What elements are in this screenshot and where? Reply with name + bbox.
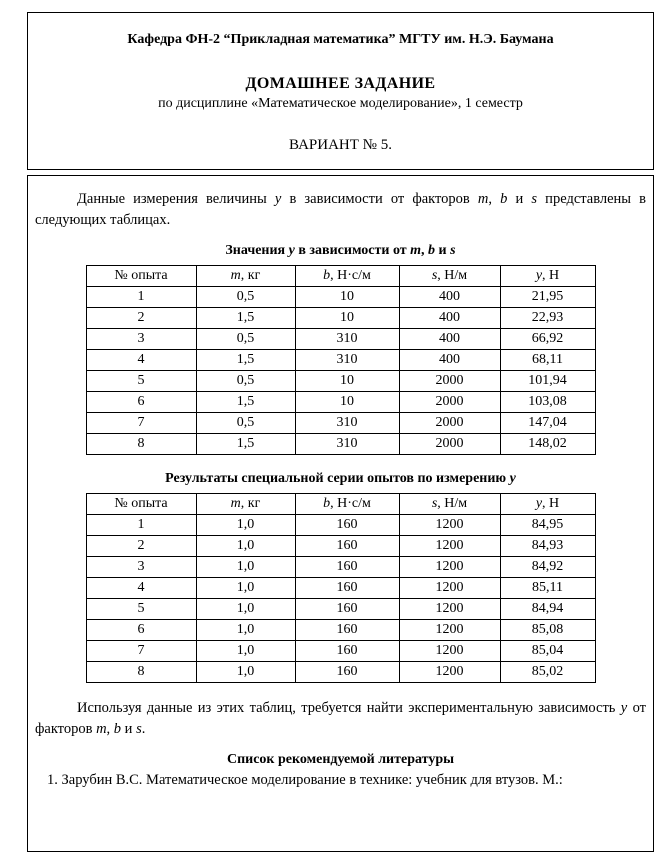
table-header-row <box>86 494 595 515</box>
document-title: ДОМАШНЕЕ ЗАДАНИЕ <box>245 75 436 92</box>
literature-heading: Список рекомендуемой литературы <box>226 752 455 768</box>
table-header-row <box>86 266 595 287</box>
header-label: , Н·с/м <box>330 495 371 511</box>
header-cell-y <box>500 494 595 515</box>
table-cell: 1200 <box>399 662 500 683</box>
table-row <box>86 641 595 662</box>
header-label: , кг <box>240 267 261 283</box>
table-cell: 1200 <box>399 515 500 536</box>
var-symbol: y <box>535 267 543 283</box>
table-cell: 85,11 <box>500 578 595 599</box>
table-cell: 4 <box>86 578 196 599</box>
table-cell: 10 <box>295 371 399 392</box>
table-cell: 148,02 <box>500 434 595 455</box>
table-cell: 6 <box>86 392 196 413</box>
table1-caption <box>35 243 646 259</box>
table-row <box>86 329 595 350</box>
text-segment: Результаты специальной серии опытов по измерению <box>165 471 510 487</box>
table-row <box>86 371 595 392</box>
table-cell: 84,93 <box>500 536 595 557</box>
table-cell: 10 <box>295 287 399 308</box>
table-row <box>86 662 595 683</box>
var-symbol: m <box>230 267 241 283</box>
closing-paragraph <box>35 698 646 739</box>
table-cell: 68,11 <box>500 350 595 371</box>
header-label: № опыта <box>114 267 168 283</box>
table-cell: 1,0 <box>196 536 295 557</box>
table-cell: 160 <box>295 536 399 557</box>
table-cell: 160 <box>295 662 399 683</box>
text-segment: . <box>141 720 146 737</box>
table-cell: 1,5 <box>196 392 295 413</box>
var-s: s <box>136 720 142 737</box>
var-symbol: s <box>431 267 438 283</box>
var-symbol: b <box>323 495 331 511</box>
table-row <box>86 599 595 620</box>
text-segment: и <box>435 243 451 259</box>
table-cell: 1,0 <box>196 641 295 662</box>
header-label: , Н·с/м <box>330 267 371 283</box>
var-symbol: b <box>323 267 331 283</box>
table-cell: 0,5 <box>196 413 295 434</box>
header-label: , Н <box>542 495 560 511</box>
special-series-table <box>86 493 596 683</box>
table-cell: 4 <box>86 350 196 371</box>
table-cell: 1200 <box>399 536 500 557</box>
table-cell: 10 <box>295 392 399 413</box>
table-cell: 22,93 <box>500 308 595 329</box>
course-subtitle: по дисциплине «Математическое моделирование», 1 семестр <box>158 96 523 111</box>
var-symbol: y <box>535 495 543 511</box>
table-cell: 1,0 <box>196 515 295 536</box>
table-cell: 5 <box>86 371 196 392</box>
table-cell: 310 <box>295 329 399 350</box>
table-head <box>86 494 595 515</box>
header-cell-m <box>196 494 295 515</box>
table-row <box>86 515 595 536</box>
text-segment: и <box>121 720 137 737</box>
text-segment: , <box>488 191 501 207</box>
table-cell: 2000 <box>399 413 500 434</box>
table-cell: 0,5 <box>196 329 295 350</box>
table-cell: 160 <box>295 599 399 620</box>
header-cell-experiment <box>86 494 196 515</box>
table-body <box>86 287 595 455</box>
text-segment: Данные измерения величины <box>77 191 275 207</box>
var-b: b <box>428 243 436 259</box>
table-row <box>86 413 595 434</box>
table-cell: 1 <box>86 287 196 308</box>
table-cell: 10 <box>295 308 399 329</box>
table-cell: 7 <box>86 641 196 662</box>
table-row <box>86 578 595 599</box>
table-cell: 8 <box>86 662 196 683</box>
table-cell: 400 <box>399 287 500 308</box>
table2-caption <box>35 471 646 487</box>
header-cell-s <box>399 266 500 287</box>
department-line: Кафедра ФН-2 “Прикладная математика” МГТУ им. Н.Э. Баумана <box>127 32 554 47</box>
header-box <box>27 12 654 170</box>
literature-item: 1. Зарубин В.С. Математическое моделирование в технике: учебник для втузов. М.: <box>47 772 563 789</box>
table-cell: 2000 <box>399 392 500 413</box>
header-cell-m <box>196 266 295 287</box>
header-cell-b <box>295 494 399 515</box>
table-cell: 6 <box>86 620 196 641</box>
table-cell: 101,94 <box>500 371 595 392</box>
text-segment: и <box>507 191 532 207</box>
table-cell: 160 <box>295 578 399 599</box>
var-y: y <box>288 243 295 259</box>
var-m: m <box>477 191 489 207</box>
table-cell: 400 <box>399 350 500 371</box>
text-segment: представлены в следующих таблицах. <box>35 191 646 228</box>
table-cell: 84,94 <box>500 599 595 620</box>
table-cell: 1,0 <box>196 662 295 683</box>
table-cell: 310 <box>295 413 399 434</box>
table-head <box>86 266 595 287</box>
table-cell: 310 <box>295 434 399 455</box>
var-y: y <box>509 471 516 487</box>
variant-line: ВАРИАНТ № 5. <box>289 137 392 153</box>
table-cell: 3 <box>86 329 196 350</box>
intro-paragraph <box>35 189 646 230</box>
table-cell: 103,08 <box>500 392 595 413</box>
var-s: s <box>531 191 538 207</box>
table-cell: 2 <box>86 536 196 557</box>
var-y: y <box>274 191 282 207</box>
assignment-body-box <box>27 175 654 852</box>
text-segment: в зависимости от факторов <box>281 191 478 207</box>
table-row <box>86 287 595 308</box>
text-segment: Значения <box>225 243 289 259</box>
text-segment: в зависимости от <box>294 243 411 259</box>
header-label: , Н/м <box>437 495 468 511</box>
table-cell: 21,95 <box>500 287 595 308</box>
table-cell: 5 <box>86 599 196 620</box>
table-cell: 85,04 <box>500 641 595 662</box>
var-b: b <box>500 191 508 207</box>
var-symbol: s <box>431 495 438 511</box>
header-label: № опыта <box>114 495 168 511</box>
header-cell-b <box>295 266 399 287</box>
var-m: m <box>410 243 422 259</box>
table-cell: 85,02 <box>500 662 595 683</box>
table-cell: 1,0 <box>196 557 295 578</box>
table-cell: 1,0 <box>196 578 295 599</box>
text-segment: Используя данные из этих таблиц, требуется найти экспериментальную зависимость <box>77 700 621 717</box>
measurements-table <box>86 265 596 455</box>
var-b: b <box>113 720 122 737</box>
table-row <box>86 392 595 413</box>
table-cell: 160 <box>295 515 399 536</box>
table-cell: 85,08 <box>500 620 595 641</box>
header-cell-y <box>500 266 595 287</box>
table-cell: 400 <box>399 308 500 329</box>
table-cell: 1,0 <box>196 599 295 620</box>
table-cell: 0,5 <box>196 287 295 308</box>
table-cell: 3 <box>86 557 196 578</box>
table-cell: 2 <box>86 308 196 329</box>
table-cell: 310 <box>295 350 399 371</box>
table-cell: 84,92 <box>500 557 595 578</box>
var-m: m <box>96 720 107 737</box>
table-cell: 2000 <box>399 371 500 392</box>
table-cell: 1,5 <box>196 434 295 455</box>
table-cell: 1200 <box>399 620 500 641</box>
var-s: s <box>450 243 456 259</box>
table-cell: 1,5 <box>196 308 295 329</box>
table-cell: 1,0 <box>196 620 295 641</box>
table-cell: 1200 <box>399 599 500 620</box>
table-cell: 1200 <box>399 641 500 662</box>
header-label: , Н/м <box>437 267 468 283</box>
table-cell: 84,95 <box>500 515 595 536</box>
table-row <box>86 557 595 578</box>
table-row <box>86 308 595 329</box>
table-cell: 1200 <box>399 578 500 599</box>
table-cell: 66,92 <box>500 329 595 350</box>
table-cell: 1,5 <box>196 350 295 371</box>
table-cell: 160 <box>295 557 399 578</box>
table-cell: 1 <box>86 515 196 536</box>
table-cell: 400 <box>399 329 500 350</box>
table-cell: 1200 <box>399 557 500 578</box>
table-cell: 160 <box>295 641 399 662</box>
table-cell: 7 <box>86 413 196 434</box>
table-cell: 2000 <box>399 434 500 455</box>
table-cell: 160 <box>295 620 399 641</box>
table-body <box>86 515 595 683</box>
table-row <box>86 350 595 371</box>
var-y: y <box>620 700 628 717</box>
text-segment: , <box>421 243 429 259</box>
table-row <box>86 620 595 641</box>
text-segment: , <box>106 720 114 737</box>
table-row <box>86 434 595 455</box>
header-cell-s <box>399 494 500 515</box>
table-cell: 0,5 <box>196 371 295 392</box>
table-cell: 147,04 <box>500 413 595 434</box>
var-symbol: m <box>230 495 241 511</box>
header-cell-experiment <box>86 266 196 287</box>
table-row <box>86 536 595 557</box>
text-segment: от факторов <box>35 700 646 737</box>
table-cell: 8 <box>86 434 196 455</box>
header-label: , Н <box>542 267 560 283</box>
header-label: , кг <box>240 495 261 511</box>
